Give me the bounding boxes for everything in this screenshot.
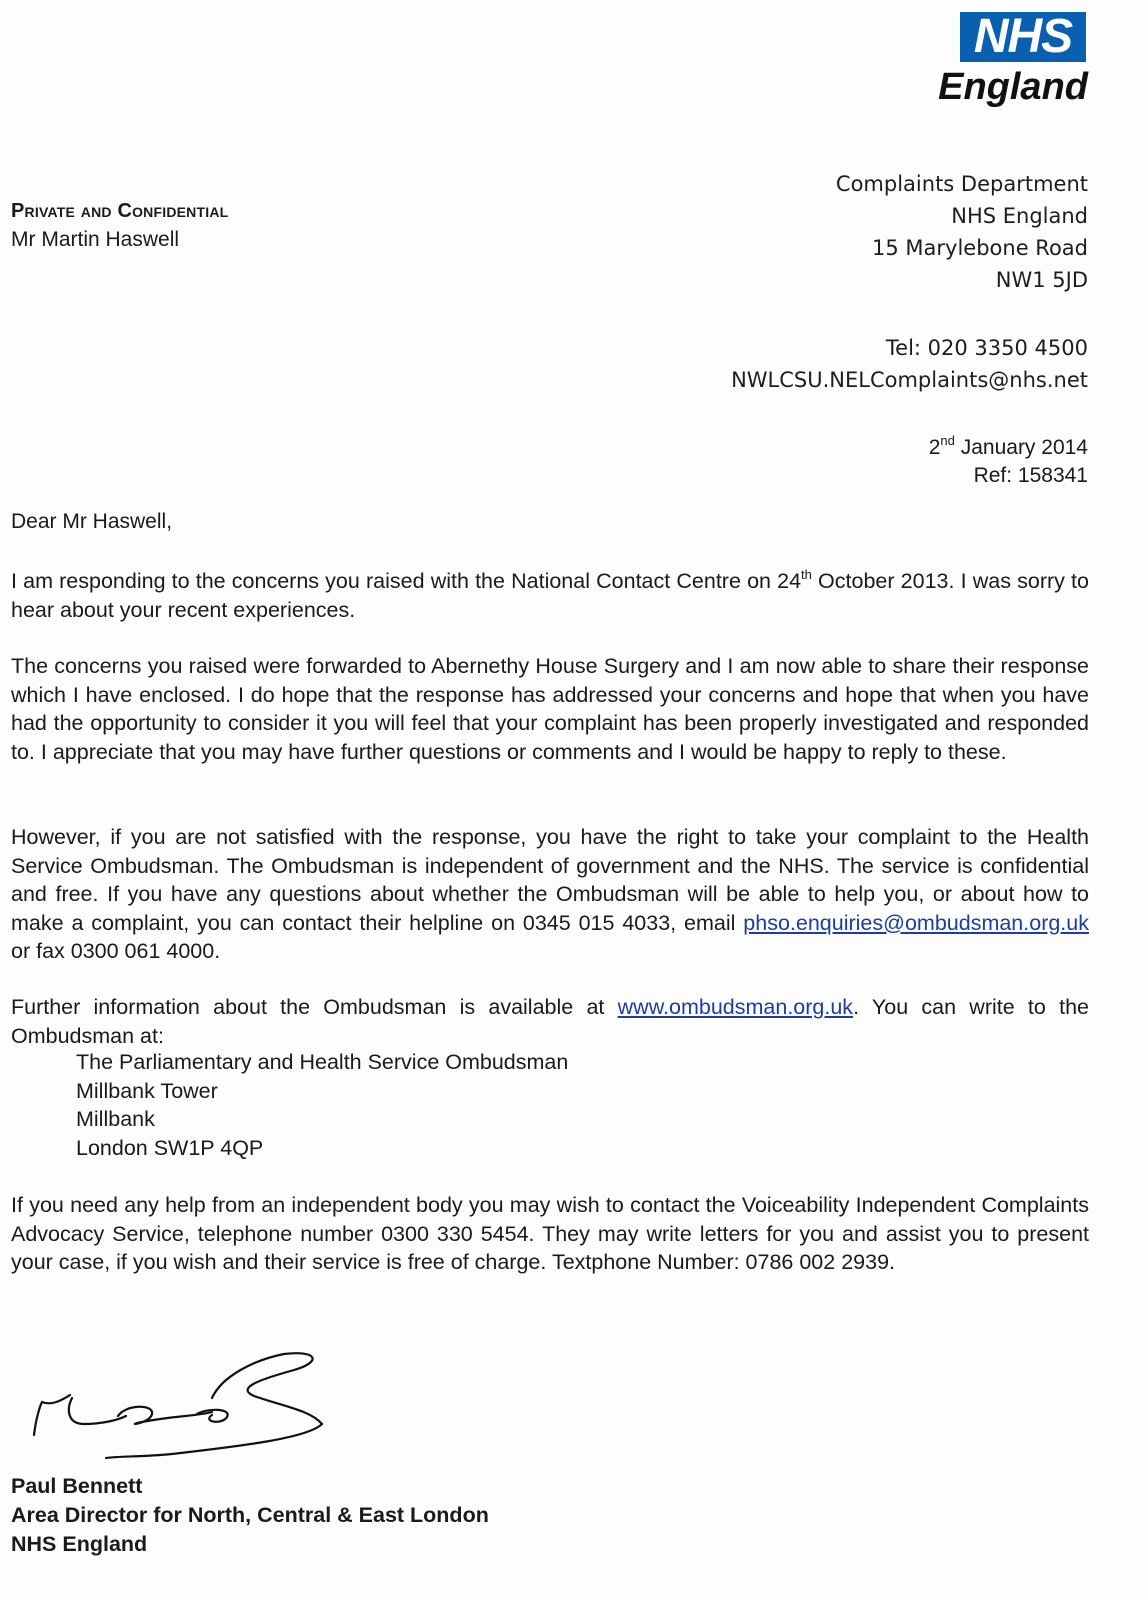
paragraph-5: If you need any help from an independent body you may wish to contact the Voiceability Independent Complaints Advocacy Service, telephone number 0300 330 5454. They may write letters for you and assist you to present your case, if you wish and their service is free of charge. Textphone Number: 0786 002 2939. bbox=[11, 1193, 1089, 1274]
signatory-organisation: NHS England bbox=[11, 1532, 148, 1556]
signatory-title: Area Director for North, Central & East London bbox=[11, 1503, 489, 1527]
letter-reference: Ref: 158341 bbox=[973, 464, 1088, 487]
date-block bbox=[929, 434, 1088, 490]
address-line: Millbank Tower bbox=[76, 1078, 218, 1103]
ombudsman-email-link[interactable]: phso.enquiries@ombudsman.org.uk bbox=[743, 910, 1089, 935]
nhs-logo-region: England bbox=[938, 66, 1088, 108]
letter-date: 2nd January 2014 bbox=[928, 433, 1088, 459]
paragraph-4: Further information about the Ombudsman is available at www.ombudsman.org.uk. You can write to the Ombudsman at: bbox=[11, 995, 1089, 1048]
salutation: Dear Mr Haswell, bbox=[11, 510, 173, 533]
confidentiality-marking: Private and Confidential bbox=[11, 200, 229, 222]
ombudsman-address bbox=[76, 1048, 568, 1162]
address-line: The Parliamentary and Health Service Ombudsman bbox=[76, 1050, 569, 1074]
recipient-name: Mr Martin Haswell bbox=[11, 228, 180, 251]
address-line: London SW1P 4QP bbox=[76, 1135, 264, 1160]
ombudsman-website-link[interactable]: www.ombudsman.org.uk bbox=[617, 995, 854, 1019]
paragraph-3: However, if you are not satisfied with the response, you have the right to take your complaint to the Health Service Ombudsman. The Ombudsman is independent of government and the NHS. The service is confidential and free. If you have any questions about whether the Ombudsman will be able to help you, or about how to make a complaint, you can contact their helpline on 0345 015 4033, email phso.enquiries@ombudsman.org.uk or fax 0300 061 4000. bbox=[11, 825, 1089, 963]
sender-street: 15 Marylebone Road bbox=[872, 236, 1088, 260]
sender-telephone: Tel: 020 3350 4500 bbox=[885, 336, 1088, 360]
sender-department: Complaints Department bbox=[835, 172, 1088, 196]
handwritten-signature bbox=[22, 1340, 342, 1460]
sender-postcode: NW1 5JD bbox=[995, 268, 1088, 292]
signatory-block bbox=[11, 1472, 489, 1559]
address-line: Millbank bbox=[76, 1107, 155, 1131]
sender-email: NWLCSU.NELComplaints@nhs.net bbox=[731, 368, 1088, 392]
signatory-name: Paul Bennett bbox=[11, 1474, 143, 1498]
sender-organisation: NHS England bbox=[951, 204, 1088, 228]
paragraph-1: I am responding to the concerns you raised with the National Contact Centre on 24th October 2013. I was sorry to hear about your recent experiences. bbox=[11, 567, 1089, 622]
paragraph-2: The concerns you raised were forwarded to Abernethy House Surgery and I am now able to share their response which I have enclosed. I do hope that the response has addressed your concerns and hope that when you have had the opportunity to consider it you will feel that your complaint has been properly investigated and responded to. I appreciate that you may have further questions or comments and I would be happy to reply to these. bbox=[11, 654, 1089, 764]
nhs-logo-badge: NHS bbox=[960, 12, 1086, 62]
